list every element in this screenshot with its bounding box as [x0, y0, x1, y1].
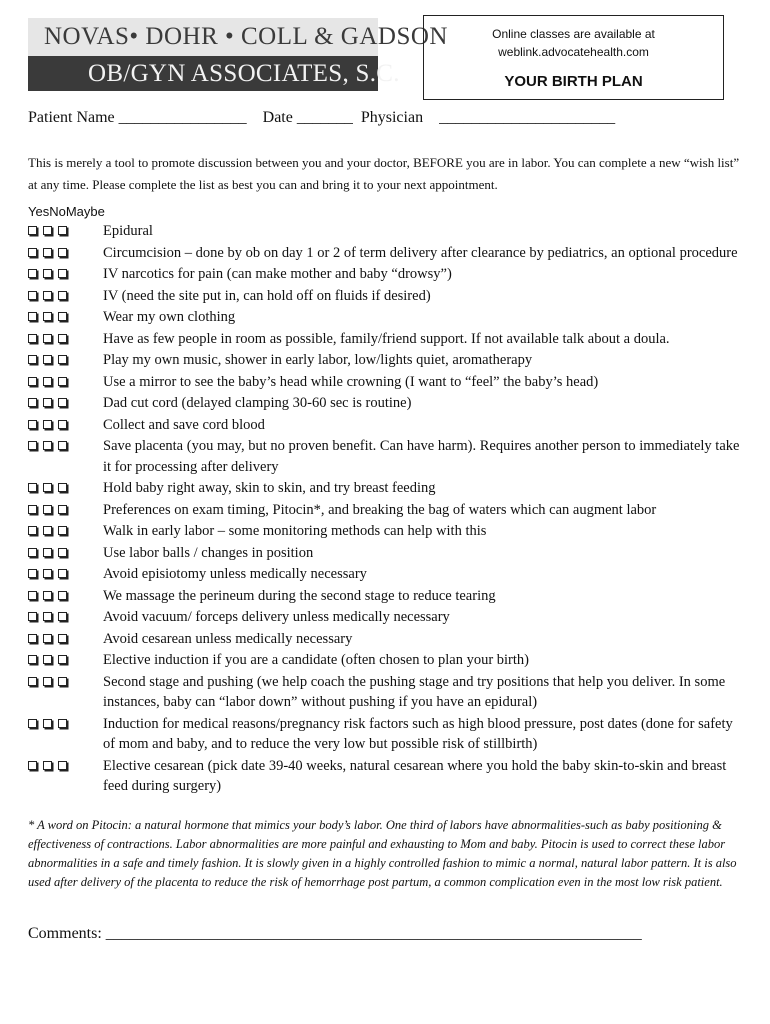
maybe-checkbox[interactable] — [58, 355, 67, 364]
item-label: Epidural — [103, 223, 153, 239]
checkbox-group — [28, 350, 103, 371]
yes-checkbox[interactable] — [28, 441, 37, 450]
checkbox-group — [28, 243, 103, 264]
no-checkbox[interactable] — [43, 569, 52, 578]
item-label: Avoid cesarean unless medically necessary — [103, 630, 353, 647]
checkbox-group — [28, 286, 103, 307]
maybe-checkbox[interactable] — [58, 441, 67, 450]
checkbox-group — [28, 629, 103, 650]
item-label: IV (need the site put in, can hold off on fluids if desired) — [103, 287, 431, 304]
yes-checkbox[interactable] — [28, 655, 37, 664]
yes-checkbox[interactable] — [28, 334, 37, 343]
item-label: Wear my own clothing — [103, 309, 236, 325]
yes-checkbox[interactable] — [28, 312, 37, 321]
checkbox-group — [28, 372, 103, 393]
maybe-checkbox[interactable] — [58, 655, 67, 664]
yes-checkbox[interactable] — [28, 248, 37, 257]
checkbox-group — [28, 307, 103, 328]
checkbox-group — [28, 714, 103, 755]
list-item — [28, 672, 748, 713]
item-label: We massage the perineum during the second stage to reduce tearing — [103, 587, 496, 604]
pitocin-footnote: * A word on Pitocin: a natural hormone that mimics your body’s labor. One third of labors have abnormalities-such as baby positioning & effectiveness of contractions. Labor abnormalities are more painful and exhausting to Mom and baby. Pitocin is used to correct these labor abnormalities in a safe and timely fashion. It is slowly given in a highly controlled fashion to mimic a normal, natural labor pattern. It is also used after delivery of the placenta to reduce the risk of hemorrhage post partum, a common complication even in the most low risk patient. — [28, 818, 737, 889]
maybe-checkbox[interactable] — [58, 569, 67, 578]
yes-checkbox[interactable] — [28, 398, 37, 407]
checkbox-group — [28, 607, 103, 628]
item-label: IV narcotics for pain (can make mother and baby “drowsy”) — [103, 266, 452, 282]
maybe-checkbox[interactable] — [58, 334, 67, 343]
yes-checkbox[interactable] — [28, 291, 37, 300]
column-header: YesNoMaybe — [28, 204, 105, 219]
yes-checkbox[interactable] — [28, 269, 37, 278]
no-checkbox[interactable] — [43, 355, 52, 364]
item-label: Collect and save cord blood — [103, 416, 265, 433]
yes-checkbox[interactable] — [28, 719, 37, 728]
no-checkbox[interactable] — [43, 334, 52, 343]
checkbox-group — [28, 650, 103, 671]
maybe-checkbox[interactable] — [58, 677, 67, 686]
no-checkbox[interactable] — [43, 526, 52, 535]
comments-line[interactable]: Comments: ___________________________________________________________________ — [28, 925, 642, 942]
item-label: Use a mirror to see the baby’s head while crowning (I want to “feel” the baby’s head) — [103, 373, 599, 390]
list-item — [28, 586, 748, 607]
maybe-checkbox[interactable] — [58, 719, 67, 728]
yes-checkbox[interactable] — [28, 226, 37, 235]
list-item — [28, 264, 748, 285]
item-label: Circumcision – done by ob on day 1 or 2 of term delivery after clearance by pediatrics, an optional procedure — [103, 244, 738, 261]
preferences-list — [28, 221, 748, 798]
no-checkbox[interactable] — [43, 548, 52, 557]
no-checkbox[interactable] — [43, 269, 52, 278]
no-checkbox[interactable] — [43, 420, 52, 429]
checkbox-group — [28, 543, 103, 564]
item-label: Avoid vacuum/ forceps delivery unless medically necessary — [103, 609, 450, 625]
patient-info-line[interactable]: Patient Name ________________ Date _______ Physician ______________________ — [28, 109, 616, 126]
yes-checkbox[interactable] — [28, 761, 37, 770]
list-item — [28, 221, 748, 242]
no-checkbox[interactable] — [43, 591, 52, 600]
yes-checkbox[interactable] — [28, 355, 37, 364]
item-label: Hold baby right away, skin to skin, and try breast feeding — [103, 480, 436, 496]
maybe-checkbox[interactable] — [58, 291, 67, 300]
list-item — [28, 756, 748, 797]
checkbox-group — [28, 393, 103, 414]
no-checkbox[interactable] — [43, 248, 52, 257]
list-item — [28, 286, 748, 307]
checkbox-group — [28, 672, 103, 713]
logo-line-1: NOVAS• DOHR • COLL & GADSON — [28, 18, 378, 56]
item-label: Use labor balls / changes in position — [103, 544, 314, 561]
yes-checkbox[interactable] — [28, 634, 37, 643]
maybe-checkbox[interactable] — [58, 226, 67, 235]
checkbox-group — [28, 415, 103, 436]
no-checkbox[interactable] — [43, 505, 52, 514]
checkbox-group — [28, 329, 103, 350]
maybe-checkbox[interactable] — [58, 312, 67, 321]
item-label: Play my own music, shower in early labor, low/lights quiet, aromatherapy — [103, 352, 533, 368]
yes-checkbox[interactable] — [28, 377, 37, 386]
item-label: Have as few people in room as possible, family/friend support. If not available talk about a doula. — [103, 330, 670, 347]
yes-checkbox[interactable] — [28, 420, 37, 429]
checkbox-group — [28, 586, 103, 607]
maybe-checkbox[interactable] — [58, 248, 67, 257]
checkbox-group — [28, 521, 103, 542]
list-item — [28, 500, 748, 521]
maybe-checkbox[interactable] — [58, 591, 67, 600]
yes-checkbox[interactable] — [28, 677, 37, 686]
no-checkbox[interactable] — [43, 312, 52, 321]
list-item — [28, 350, 748, 371]
no-checkbox[interactable] — [43, 291, 52, 300]
online-classes-text: Online classes are available at — [492, 27, 655, 41]
maybe-checkbox[interactable] — [58, 420, 67, 429]
no-checkbox[interactable] — [43, 612, 52, 621]
intro-paragraph: This is merely a tool to promote discussion between you and your doctor, BEFORE you are in labor. You can complete a new “wish list” at any time. Please complete the list as best you can and bring it to your next appointment. — [28, 155, 740, 192]
list-item — [28, 415, 748, 436]
no-checkbox[interactable] — [43, 634, 52, 643]
maybe-checkbox[interactable] — [58, 548, 67, 557]
checkbox-group — [28, 756, 103, 797]
maybe-checkbox[interactable] — [58, 634, 67, 643]
item-label: Dad cut cord (delayed clamping 30-60 sec is routine) — [103, 395, 412, 411]
list-item — [28, 478, 748, 499]
maybe-checkbox[interactable] — [58, 483, 67, 492]
item-label: Preferences on exam timing, Pitocin*, and breaking the bag of waters which can augment labor — [103, 501, 657, 518]
list-item — [28, 543, 748, 564]
yes-checkbox[interactable] — [28, 591, 37, 600]
no-checkbox[interactable] — [43, 483, 52, 492]
no-checkbox[interactable] — [43, 398, 52, 407]
item-label: Elective induction if you are a candidate (often chosen to plan your birth) — [103, 652, 529, 668]
list-item — [28, 607, 748, 628]
item-label: Induction for medical reasons/pregnancy risk factors such as high blood pressure, post dates (done for safety of mom and baby, and to reduce the very low but possible risk of stillbirth) — [103, 715, 733, 752]
yes-checkbox[interactable] — [28, 612, 37, 621]
maybe-checkbox[interactable] — [58, 377, 67, 386]
no-checkbox[interactable] — [43, 677, 52, 686]
info-box — [423, 15, 724, 100]
item-label: Walk in early labor – some monitoring methods can help with this — [103, 523, 487, 539]
list-item — [28, 243, 748, 264]
no-checkbox[interactable] — [43, 719, 52, 728]
item-label: Save placenta (you may, but no proven benefit. Can have harm). Requires another person to immediately take it for processing after delivery — [103, 438, 740, 475]
weblink-text: weblink.advocatehealth.com — [498, 45, 649, 59]
list-item — [28, 650, 748, 671]
list-item — [28, 436, 748, 477]
list-item — [28, 714, 748, 755]
list-item — [28, 521, 748, 542]
checkbox-group — [28, 500, 103, 521]
list-item — [28, 393, 748, 414]
checkbox-group — [28, 478, 103, 499]
item-label: Elective cesarean (pick date 39-40 weeks, natural cesarean where you hold the baby skin-to-skin and breast feed during surgery) — [103, 757, 727, 794]
yes-checkbox[interactable] — [28, 569, 37, 578]
no-checkbox[interactable] — [43, 226, 52, 235]
maybe-checkbox[interactable] — [58, 505, 67, 514]
maybe-checkbox[interactable] — [58, 269, 67, 278]
item-label: Second stage and pushing (we help coach the pushing stage and try positions that help you deliver. In some instances, baby can “labor down” without pushing if you have an epidural) — [103, 673, 726, 710]
checkbox-group — [28, 436, 103, 477]
maybe-checkbox[interactable] — [58, 526, 67, 535]
yes-checkbox[interactable] — [28, 548, 37, 557]
no-checkbox[interactable] — [43, 761, 52, 770]
maybe-checkbox[interactable] — [58, 612, 67, 621]
page-title: YOUR BIRTH PLAN — [504, 73, 643, 90]
maybe-checkbox[interactable] — [58, 761, 67, 770]
no-checkbox[interactable] — [43, 441, 52, 450]
no-checkbox[interactable] — [43, 655, 52, 664]
practice-logo — [28, 18, 448, 91]
checkbox-group — [28, 564, 103, 585]
list-item — [28, 329, 748, 350]
yes-checkbox[interactable] — [28, 483, 37, 492]
list-item — [28, 564, 748, 585]
list-item — [28, 629, 748, 650]
yes-checkbox[interactable] — [28, 526, 37, 535]
checkbox-group — [28, 221, 103, 242]
item-label: Avoid episiotomy unless medically necessary — [103, 566, 367, 582]
logo-line-2: OB/GYN ASSOCIATES, S.C. — [28, 56, 378, 91]
list-item — [28, 307, 748, 328]
no-checkbox[interactable] — [43, 377, 52, 386]
list-item — [28, 372, 748, 393]
checkbox-group — [28, 264, 103, 285]
yes-checkbox[interactable] — [28, 505, 37, 514]
maybe-checkbox[interactable] — [58, 398, 67, 407]
